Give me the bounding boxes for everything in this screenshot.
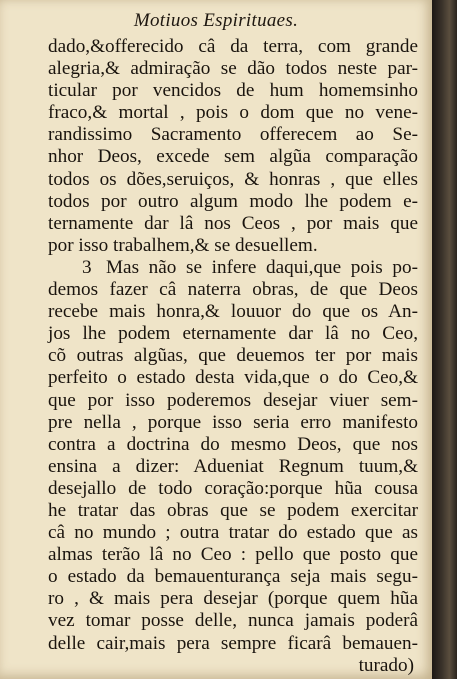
text-line: ticular por vencidos de hum homemsinho xyxy=(48,80,418,102)
text-line: nhor Deos, excede sem algũa comparação xyxy=(48,146,418,168)
text-line: desejallo de todo coração:porque hũa cousa xyxy=(48,477,418,499)
text-line: pre nella , porque isso seria erro manifesto xyxy=(48,411,418,433)
catchword: turado) xyxy=(358,654,414,676)
text-line: câ no mundo ; outra tratar do estado que as xyxy=(48,522,418,544)
text-line: ro , & mais pera desejar (porque quem hũa xyxy=(48,588,418,610)
body-text xyxy=(48,36,418,677)
text-line: he tratar das obras que se podem exercitar xyxy=(48,499,418,521)
text-line: o estado da bemauenturança seja mais segu- xyxy=(48,566,418,588)
text-line: vez tomar posse delle, nunca jamais poderâ xyxy=(48,610,418,632)
text-line: por isso trabalhem,& se desuellem. xyxy=(48,234,318,256)
text-line: recebe mais honra,& louuor do que os An- xyxy=(48,301,418,323)
text-line: fraco,& mortal , pois o dom que no vene- xyxy=(48,102,418,124)
text-line: jos lhe podem eternamente dar lâ no Ceo, xyxy=(48,323,418,345)
text-line: todos os dões,seruiços, & honras , que elles xyxy=(48,168,418,190)
text-line: almas terão lâ no Ceo : pello que posto que xyxy=(48,544,418,566)
text-line: Mas não se infere daqui,que pois po- xyxy=(106,256,418,278)
text-line: todos por outro algum modo lhe podem e- xyxy=(48,190,418,212)
text-line: delle cair,mais pera sempre ficarâ bemauen- xyxy=(48,632,418,654)
text-line: dado,&offerecido câ da terra, com grande xyxy=(48,36,418,57)
text-line: cõ outras algũas, que deuemos ter por mais xyxy=(48,345,418,367)
text-line: que por isso poderemos desejar viuer sem- xyxy=(48,389,418,411)
text-line: randissimo Sacramento offerecem ao Se- xyxy=(48,124,418,146)
paragraph-start-line: 3 Mas não se infere daqui,que pois po- xyxy=(82,256,418,278)
running-title: Motiuos Espirituaes. xyxy=(133,10,299,31)
text-line: contra a doctrina do mesmo Deos, que nos xyxy=(48,433,418,455)
text-line: ensina a dizer: Aduenіat Regnum tuum,& xyxy=(48,455,418,477)
book-gutter-edge xyxy=(432,0,457,679)
text-line: ternamente dar lâ nos Ceos , por mais que xyxy=(48,212,418,234)
text-line: alegria,& admiração se dão todos neste par- xyxy=(48,58,418,80)
text-line: perfeito o estado desta vida,que o do Ceo,& xyxy=(48,367,418,389)
text-line: demos fazer câ naterra obras, de que Deos xyxy=(48,279,418,301)
